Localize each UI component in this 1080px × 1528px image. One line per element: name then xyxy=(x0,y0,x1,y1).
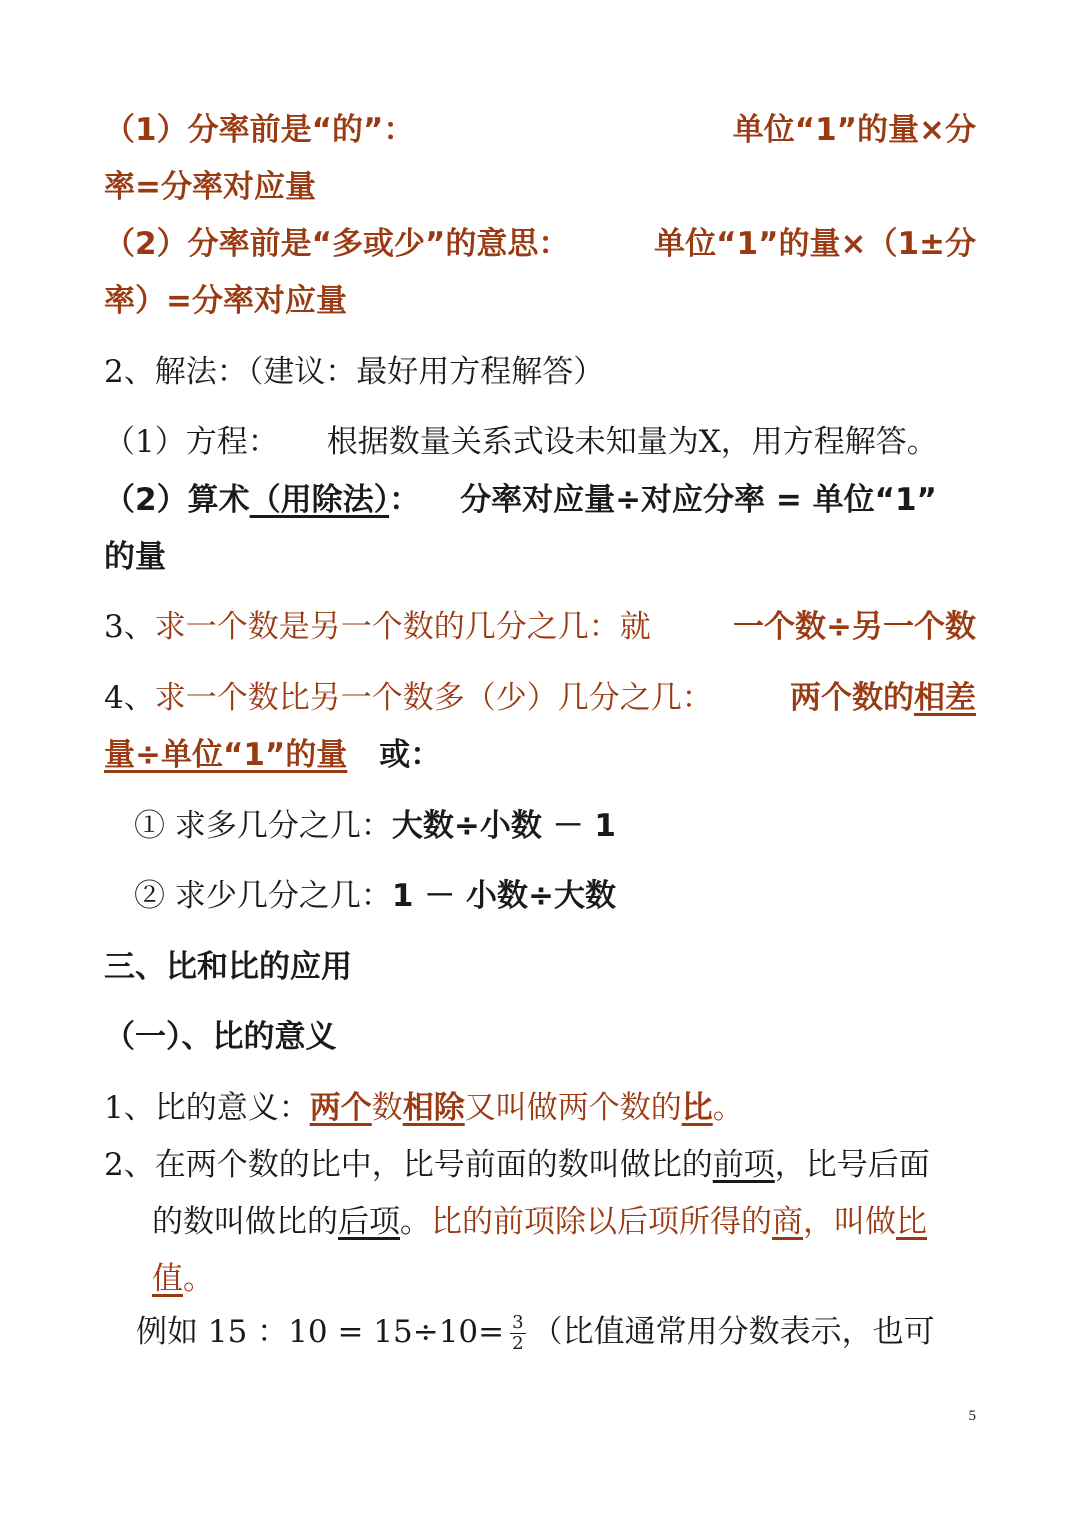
term-ratio-value: 比 xyxy=(896,1204,927,1240)
method-heading: 2、解法：（建议：最好用方程解答） xyxy=(104,354,605,390)
point-4-number: 4、 xyxy=(104,680,155,716)
example-note: （比值通常用分数表示，也可 xyxy=(531,1314,935,1350)
line-ratio-terms-3 xyxy=(152,1259,214,1299)
line-rule-2 xyxy=(104,224,569,264)
line-rule-1-cont xyxy=(104,167,316,207)
line-method-heading xyxy=(104,352,604,392)
section-heading xyxy=(104,947,352,987)
arithmetic-label: （2）算术 xyxy=(104,482,250,518)
ratio-value-called: ，叫做 xyxy=(803,1204,896,1240)
line-rule-2-formula xyxy=(654,224,976,264)
equation-text: 根据数量关系式设未知量为X，用方程解答。 xyxy=(326,424,938,460)
point-4-or: 或： xyxy=(379,737,442,773)
term-consequent: 后项 xyxy=(338,1204,400,1240)
point-3-number: 3、 xyxy=(104,609,155,645)
point-4-formula-cont: 量÷单位“1”的量 xyxy=(104,737,348,773)
rule-2-label: （2）分率前是“多或少”的意思： xyxy=(104,226,570,262)
line-point-4-formula xyxy=(790,678,976,718)
ratio-period: 。 xyxy=(712,1090,744,1126)
equation-label: （1）方程： xyxy=(104,424,279,460)
ratio-number: 数 xyxy=(371,1090,403,1126)
rule-1-formula: 单位“1”的量×分 xyxy=(732,112,976,148)
line-method-arithmetic xyxy=(104,480,937,520)
line-point-3-formula xyxy=(733,607,976,647)
section-title: 三、比和比的应用 xyxy=(104,949,352,985)
subsection-heading xyxy=(104,1017,337,1057)
less-formula: 1 － 小数÷大数 xyxy=(391,878,616,914)
ratio-divide: 相除 xyxy=(402,1090,465,1126)
terms-period: 。 xyxy=(400,1204,431,1240)
line-method-arithmetic-cont xyxy=(104,537,166,577)
arithmetic-colon: ： xyxy=(389,482,421,518)
terms-text-2: 的数叫做比的 xyxy=(152,1204,338,1240)
ratio-value-period: 。 xyxy=(183,1261,214,1297)
line-ratio-terms xyxy=(104,1145,930,1185)
rule-2-formula: 单位“1”的量×（1±分 xyxy=(654,226,976,262)
term-quotient: 商 xyxy=(772,1204,803,1240)
subsection-title: （一）、比的意义 xyxy=(104,1019,337,1055)
point-4-formula-underlined: 相差 xyxy=(914,680,976,716)
line-point-4-less xyxy=(134,876,616,916)
example-text: 例如 15 ：10 = 15÷10= xyxy=(136,1314,505,1350)
ratio-two: 两个 xyxy=(309,1090,372,1126)
ratio-value-text: 比的前项除以后项所得的 xyxy=(431,1204,772,1240)
fraction xyxy=(510,1313,525,1354)
ratio-called: 又叫做两个数的 xyxy=(464,1090,682,1126)
rule-2-formula-cont: 率）=分率对应量 xyxy=(104,283,347,319)
fraction-denominator: 2 xyxy=(512,1333,524,1354)
line-point-4-cont xyxy=(104,735,441,775)
arithmetic-formula-cont: 的量 xyxy=(104,539,166,575)
less-label: ② 求少几分之几： xyxy=(134,878,392,914)
line-example xyxy=(136,1312,935,1354)
fraction-numerator: 3 xyxy=(512,1312,524,1333)
line-rule-1-formula xyxy=(733,110,976,150)
point-3-text: 求一个数是另一个数的几分之几：就 xyxy=(154,609,651,645)
line-point-3 xyxy=(104,607,651,647)
term-ratio-value-cont: 值 xyxy=(152,1261,183,1297)
arithmetic-note: （用除法） xyxy=(249,482,390,518)
more-label: ① 求多几分之几： xyxy=(134,808,392,844)
point-4-formula: 两个数的 xyxy=(790,680,914,716)
ratio-meaning-label: 1、比的意义： xyxy=(104,1090,310,1126)
page-number: 5 xyxy=(968,1408,976,1424)
ratio-word: 比 xyxy=(681,1090,713,1126)
point-4-text: 求一个数比另一个数多（少）几分之几： xyxy=(154,680,713,716)
rule-1-label: （1）分率前是“的”： xyxy=(104,112,415,148)
line-point-4-more xyxy=(134,806,616,846)
line-ratio-meaning xyxy=(104,1088,744,1128)
more-formula: 大数÷小数 － 1 xyxy=(391,808,616,844)
term-antecedent: 前项 xyxy=(712,1147,775,1183)
line-point-4 xyxy=(104,678,713,718)
line-method-equation xyxy=(104,422,938,462)
line-rule-1 xyxy=(104,110,414,150)
arithmetic-formula: 分率对应量÷对应分率 = 单位“1” xyxy=(460,482,937,518)
line-ratio-terms-2 xyxy=(152,1202,927,1242)
terms-text-cont: ，比号后面 xyxy=(774,1147,930,1183)
terms-text: 2、在两个数的比中，比号前面的数叫做比的 xyxy=(104,1147,713,1183)
line-rule-2-cont xyxy=(104,281,347,321)
point-3-formula: 一个数÷另一个数 xyxy=(733,609,976,645)
rule-1-formula-cont: 率=分率对应量 xyxy=(104,169,316,205)
